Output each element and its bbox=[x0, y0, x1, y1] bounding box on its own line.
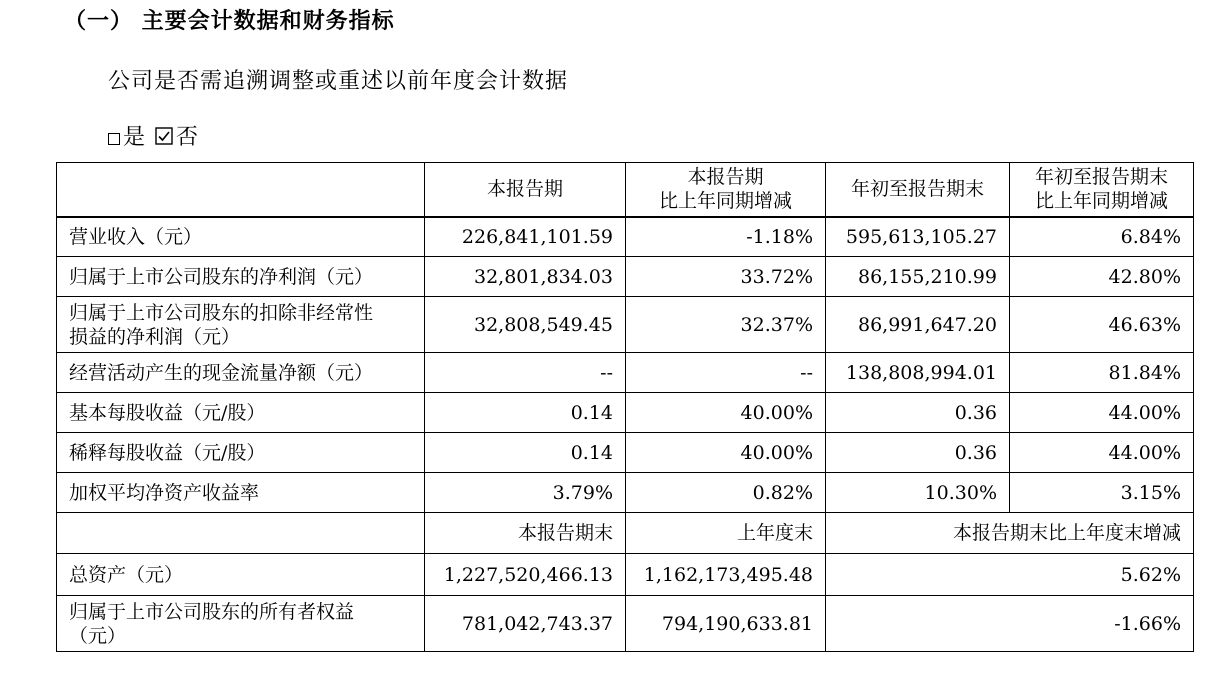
table1-header-row bbox=[57, 163, 1194, 217]
cell-value: 1,227,520,466.13 bbox=[425, 554, 626, 596]
cell-value: 0.14 bbox=[425, 393, 626, 433]
row-label: 稀释每股收益（元/股） bbox=[57, 433, 425, 473]
table-row bbox=[57, 596, 1194, 652]
unchecked-box-icon bbox=[108, 133, 120, 145]
table-row bbox=[57, 297, 1194, 353]
cell-value: 3.15% bbox=[1010, 473, 1194, 513]
cell-value: 138,808,994.01 bbox=[826, 353, 1010, 393]
cell-value: 40.00% bbox=[626, 393, 826, 433]
cell-value: -1.18% bbox=[626, 217, 826, 257]
cell-value: 794,190,633.81 bbox=[626, 596, 826, 652]
cell-value: 42.80% bbox=[1010, 257, 1194, 297]
row-label: 基本每股收益（元/股） bbox=[57, 393, 425, 433]
option-yes[interactable] bbox=[108, 120, 145, 151]
table-row bbox=[57, 257, 1194, 297]
cell-value: 781,042,743.37 bbox=[425, 596, 626, 652]
cell-value: 0.82% bbox=[626, 473, 826, 513]
table-row bbox=[57, 554, 1194, 596]
option-yes-label: 是 bbox=[123, 125, 146, 150]
row-label: 经营活动产生的现金流量净额（元） bbox=[57, 353, 425, 393]
col-header: 本报告期末比上年度末增减 bbox=[826, 513, 1194, 554]
option-no[interactable] bbox=[145, 120, 198, 151]
cell-value: 40.00% bbox=[626, 433, 826, 473]
cell-value: 0.36 bbox=[826, 433, 1010, 473]
table-row bbox=[57, 473, 1194, 513]
cell-value: 10.30% bbox=[826, 473, 1010, 513]
financial-data-table bbox=[56, 162, 1194, 652]
row-label: 归属于上市公司股东的扣除非经常性 损益的净利润（元） bbox=[57, 297, 425, 353]
cell-value: 33.72% bbox=[626, 257, 826, 297]
cell-value: 86,155,210.99 bbox=[826, 257, 1010, 297]
row-label: 营业收入（元） bbox=[57, 217, 425, 257]
checked-box-icon bbox=[155, 127, 173, 145]
section-heading: （一） 主要会计数据和财务指标 bbox=[64, 9, 395, 34]
table-row bbox=[57, 433, 1194, 473]
cell-value: 86,991,647.20 bbox=[826, 297, 1010, 353]
cell-value: -1.66% bbox=[826, 596, 1194, 652]
cell-value: -- bbox=[626, 353, 826, 393]
cell-value: 44.00% bbox=[1010, 393, 1194, 433]
cell-value: 0.36 bbox=[826, 393, 1010, 433]
cell-value: 3.79% bbox=[425, 473, 626, 513]
col-header: 本报告期末 bbox=[425, 513, 626, 554]
cell-value: 6.84% bbox=[1010, 217, 1194, 257]
cell-value: 32.37% bbox=[626, 297, 826, 353]
cell-value: 81.84% bbox=[1010, 353, 1194, 393]
row-label: 加权平均净资产收益率 bbox=[57, 473, 425, 513]
cell-value: 46.63% bbox=[1010, 297, 1194, 353]
cell-value: 595,613,105.27 bbox=[826, 217, 1010, 257]
col-header: 年初至报告期末 bbox=[826, 163, 1010, 217]
table-row bbox=[57, 353, 1194, 393]
table2-header-row bbox=[57, 513, 1194, 554]
header-blank-cell bbox=[57, 163, 425, 217]
cell-value: 32,801,834.03 bbox=[425, 257, 626, 297]
row-label: 归属于上市公司股东的净利润（元） bbox=[57, 257, 425, 297]
cell-value: 44.00% bbox=[1010, 433, 1194, 473]
cell-value: 226,841,101.59 bbox=[425, 217, 626, 257]
col-header: 本报告期 比上年同期增减 bbox=[626, 163, 826, 217]
cell-value: 5.62% bbox=[826, 554, 1194, 596]
restatement-answer bbox=[108, 120, 198, 151]
cell-value: 32,808,549.45 bbox=[425, 297, 626, 353]
row-label: 归属于上市公司股东的所有者权益 （元） bbox=[57, 596, 425, 652]
cell-value: 1,162,173,495.48 bbox=[626, 554, 826, 596]
table-row bbox=[57, 217, 1194, 257]
option-no-label: 否 bbox=[176, 125, 199, 150]
col-header: 上年度末 bbox=[626, 513, 826, 554]
col-header: 本报告期 bbox=[425, 163, 626, 217]
restatement-question: 公司是否需追溯调整或重述以前年度会计数据 bbox=[108, 69, 569, 94]
cell-value: -- bbox=[425, 353, 626, 393]
cell-value: 0.14 bbox=[425, 433, 626, 473]
row-label: 总资产（元） bbox=[57, 554, 425, 596]
table-row bbox=[57, 393, 1194, 433]
header-blank-cell bbox=[57, 513, 425, 554]
col-header: 年初至报告期末 比上年同期增减 bbox=[1010, 163, 1194, 217]
